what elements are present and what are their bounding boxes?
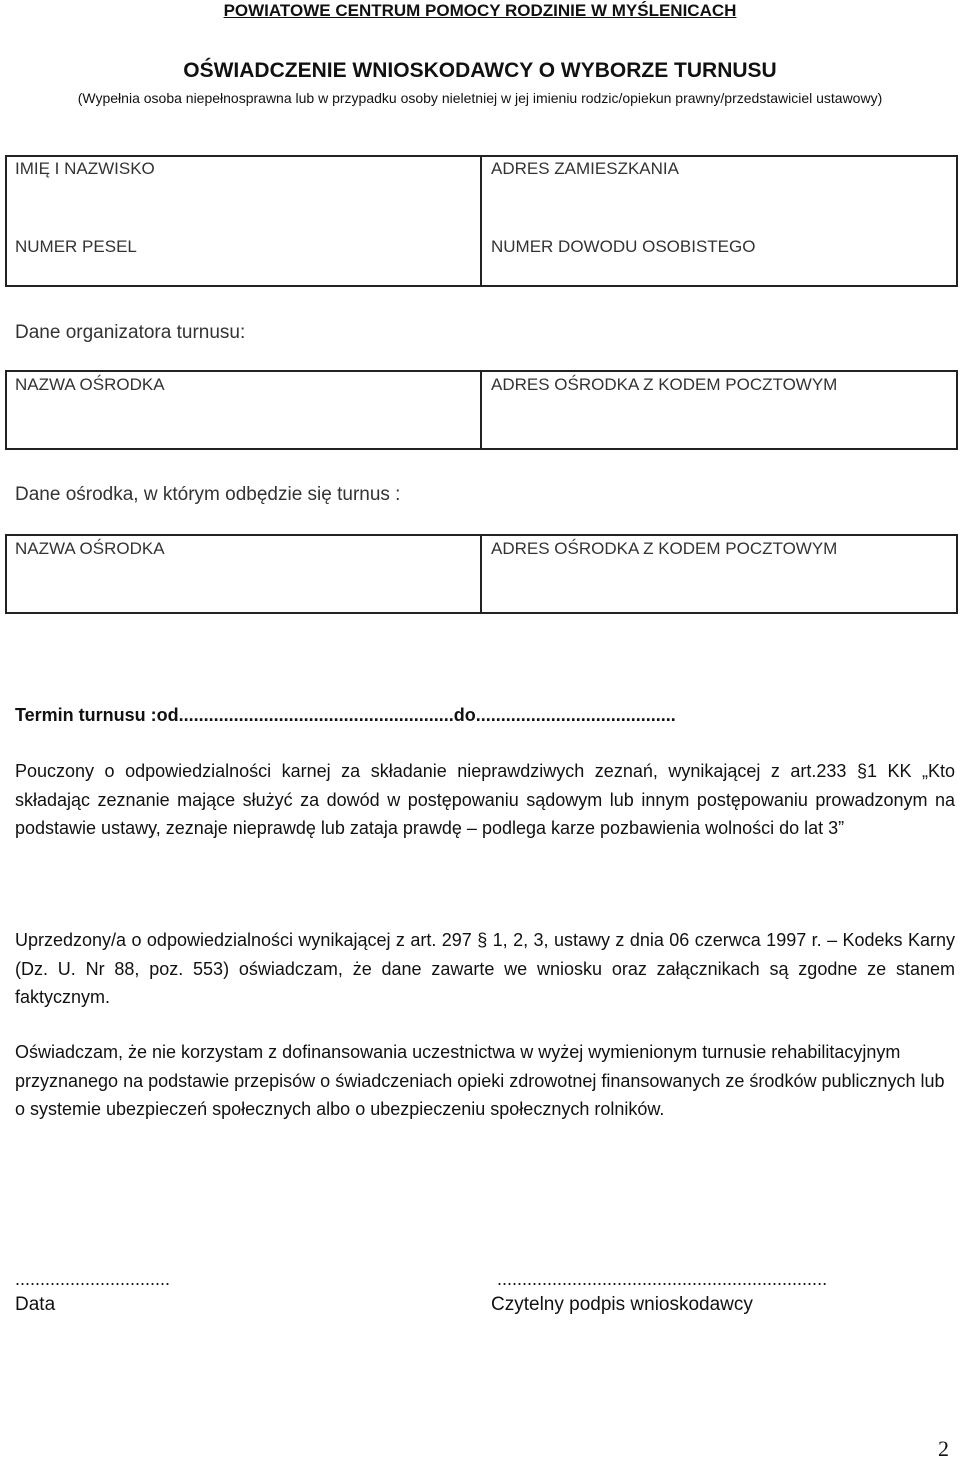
applicant-name-field[interactable]: IMIĘ I NAZWISKO (15, 159, 155, 178)
applicant-pesel-field[interactable]: NUMER PESEL (15, 237, 137, 256)
organizer-table-divider (480, 370, 482, 450)
organizer-section-label: Dane organizatora turnusu: (15, 322, 246, 343)
date-label: Data (15, 1294, 56, 1315)
date-signature-line[interactable]: ............................... (15, 1269, 171, 1289)
perjury-warning-paragraph: Pouczony o odpowiedzialności karnej za składanie nieprawdziwych zeznań, wynikającej z art.233 §1 KK „Kto składając zeznanie mające służyć za dowód w postępowaniu sądowym lub innym postępowaniu prowadzonym na podstawie ustawy, zeznaje nieprawdę lub zataja prawdę – podlega karze pozbawienia wolności do lat 3” (15, 761, 955, 838)
applicant-id-number-field[interactable]: NUMER DOWODU OSOBISTEGO (491, 237, 756, 256)
page-number: 2 (938, 1436, 949, 1461)
venue-name-field[interactable]: NAZWA OŚRODKA (15, 539, 165, 558)
organizer-name-field[interactable]: NAZWA OŚRODKA (15, 375, 165, 394)
page-title: OŚWIADCZENIE WNIOSKODAWCY O WYBORZE TURNUSU (183, 59, 777, 82)
venue-address-field[interactable]: ADRES OŚRODKA Z KODEM POCZTOWYM (491, 539, 838, 558)
applicant-table-divider (480, 155, 482, 287)
applicant-signature-line[interactable]: .................................................................. (497, 1269, 828, 1289)
criminal-code-paragraph: Uprzedzony/a o odpowiedzialności wynikającej z art. 297 § 1, 2, 3, ustawy z dnia 06 czerwca 1997 r. – Kodeks Karny (Dz. U. Nr 88, poz. 553) oświadczam, że dane zawarte we wniosku oraz załącznikach są zgodne ze stanem faktycznym. (15, 930, 955, 1007)
venue-table-divider (480, 534, 482, 614)
applicant-address-field[interactable]: ADRES ZAMIESZKANIA (491, 159, 679, 178)
signature-label: Czytelny podpis wnioskodawcy (491, 1294, 753, 1315)
page-subtitle: (Wypełnia osoba niepełnosprawna lub w przypadku osoby nieletniej w jej imieniu rodzic/opiekun prawny/przedstawiciel ustawowy) (77, 90, 883, 106)
institution-header: POWIATOWE CENTRUM POMOCY RODZINIE W MYŚLENICACH (223, 1, 737, 20)
no-funding-declaration-paragraph: Oświadczam, że nie korzystam z dofinansowania uczestnictwa w wyżej wymienionym turnusie rehabilitacyjnym przyznanego na podstawie przepisów o świadczeniach opieki zdrowotnej finansowanych ze środków publicznych lub o systemie ubezpieczeń społecznych albo o ubezpieczeniu społecznych rolników. (15, 1042, 945, 1119)
venue-section-label: Dane ośrodka, w którym odbędzie się turnus : (15, 484, 401, 505)
organizer-address-field[interactable]: ADRES OŚRODKA Z KODEM POCZTOWYM (491, 375, 838, 394)
term-dates-field[interactable]: Termin turnusu :od.......................................................do........................................ (15, 705, 676, 725)
